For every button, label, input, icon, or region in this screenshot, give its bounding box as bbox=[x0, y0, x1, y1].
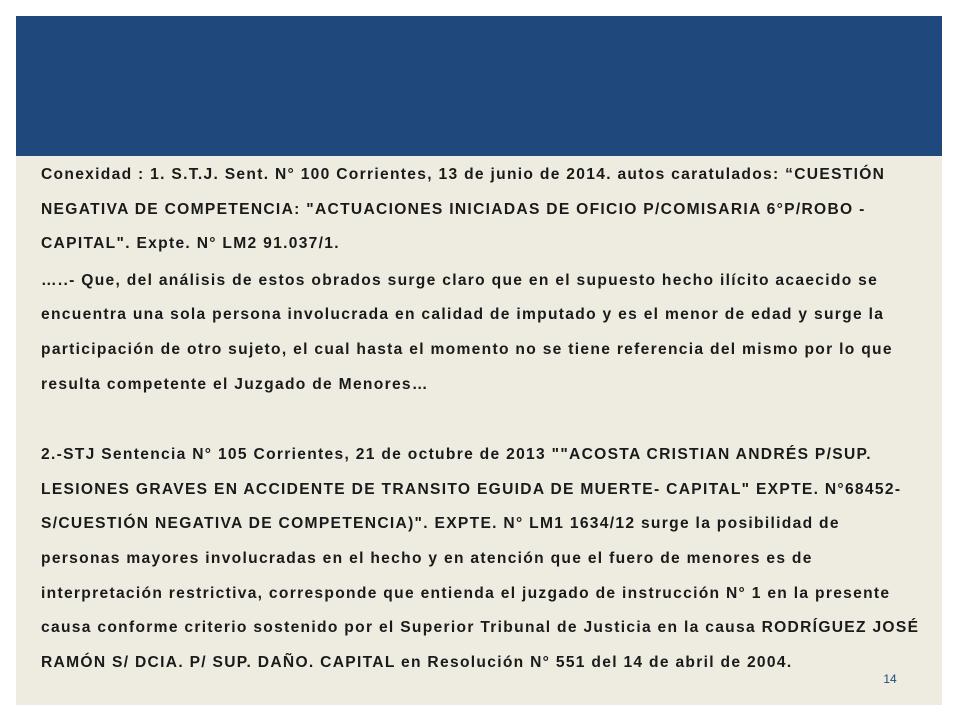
paragraph-sentencia-105: 2.-STJ Sentencia N° 105 Corrientes, 21 de octubre de 2013 ""ACOSTA CRISTIAN ANDRÉS P/SUP. LESIONES GRAVES EN ACCIDENTE DE TRANSITO EGUIDA DE MUERTE- CAPITAL" EXPTE. N°68452-S/CUESTIÓN NEGATIVA DE COMPETENCIA)". EXPTE. N° LM1 1634/12 surge la posibilidad de personas mayores involucradas en el hecho y en atención que el fuero de menores es de interpretación restrictiva, corresponde que entienda el juzgado de instrucción N° 1 en la presente causa conforme criterio sostenido por el Superior Tribunal de Justicia en la causa RODRÍGUEZ JOSÉ RAMÓN S/ DCIA. P/ SUP. DAÑO. CAPITAL en Resolución N° 551 del 14 de abril de 2004. bbox=[41, 446, 920, 671]
slide-content bbox=[41, 158, 921, 680]
page-number: 14 bbox=[883, 672, 897, 686]
paragraph-conexidad: Conexidad : 1. S.T.J. Sent. N° 100 Corrientes, 13 de junio de 2014. autos caratulados: “CUESTIÓN NEGATIVA DE COMPETENCIA: "ACTUACIONES INICIADAS DE OFICIO P/COMISARIA 6°P/ROBO - CAPITAL". Expte. N° LM2 91.037/1. bbox=[41, 166, 886, 253]
title-band bbox=[16, 16, 942, 156]
paragraph-analisis: …..- Que, del análisis de estos obrados surge claro que en el supuesto hecho ilícito acaecido se encuentra una sola persona involucrada en calidad de imputado y es el menor de edad y surge la participación de otro sujeto, el cual hasta el momento no se tiene referencia del mismo por lo que resulta competente el Juzgado de Menores… bbox=[41, 271, 893, 393]
